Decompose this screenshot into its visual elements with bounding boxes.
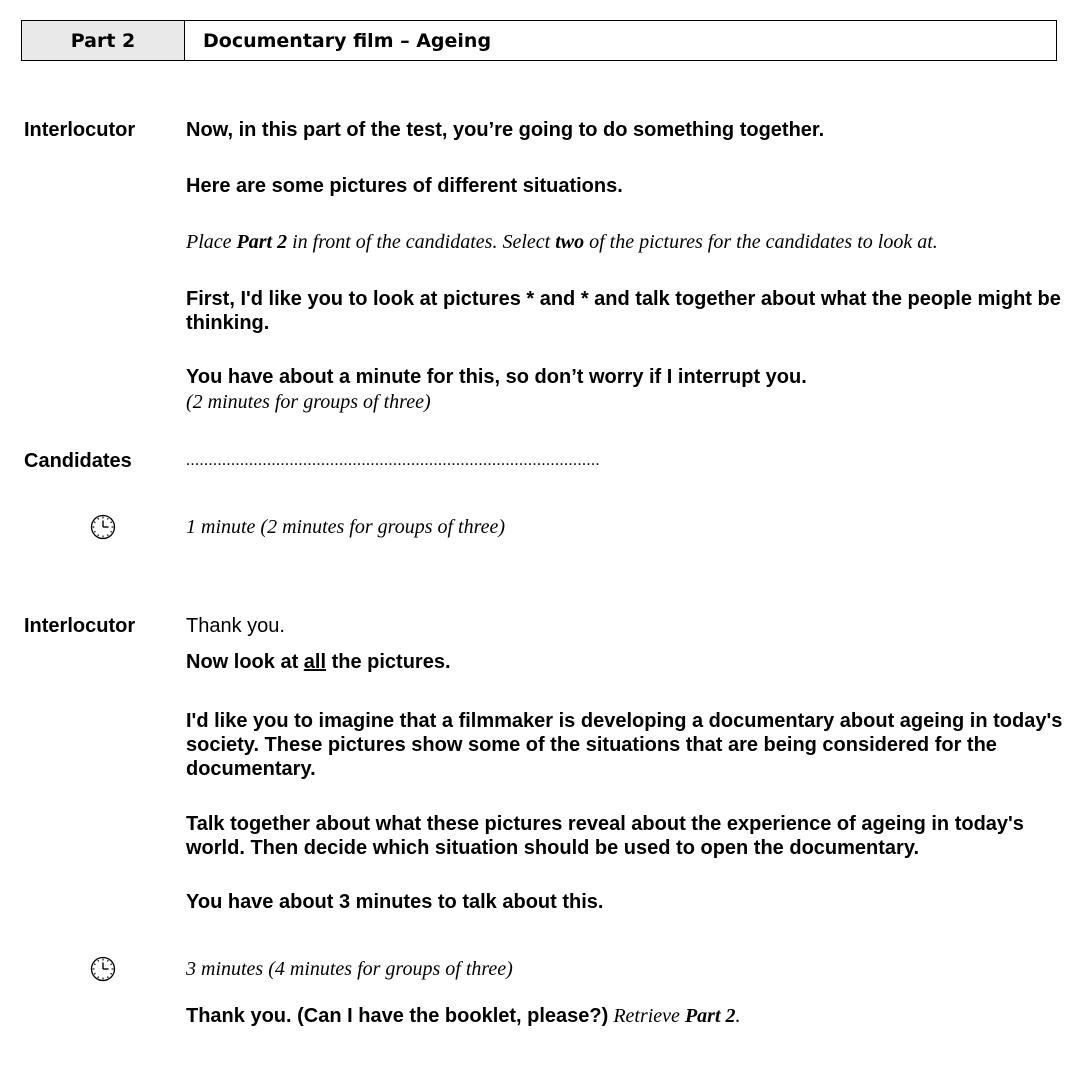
part-title: Documentary film – Ageing bbox=[203, 29, 492, 52]
timer-text-2: 3 minutes (4 minutes for groups of three) bbox=[186, 958, 513, 980]
instruction-place-part2: Place Part 2 in front of the candidates. Select two of the pictures for the candidates to look at. bbox=[186, 231, 938, 253]
prompt-look-at-pictures: First, I'd like you to look at pictures * and * and talk together about what the people might be thinking. bbox=[186, 288, 1061, 334]
prompt-talk-together: Talk together about what these pictures reveal about the experience of ageing in today's world. Then decide which situation should be used to open the documentary. bbox=[186, 813, 1024, 859]
note-groups-of-three: (2 minutes for groups of three) bbox=[186, 391, 431, 413]
prompt-minute: You have about a minute for this, so don’t worry if I interrupt you. bbox=[186, 366, 807, 388]
timer-text-1: 1 minute (2 minutes for groups of three) bbox=[186, 516, 506, 538]
part-label: Part 2 bbox=[22, 21, 185, 60]
clock-icon bbox=[90, 956, 116, 982]
part-header bbox=[21, 20, 1057, 61]
closing-line: Thank you. (Can I have the booklet, please?) Retrieve Part 2. bbox=[186, 1005, 741, 1027]
prompt-three-minutes: You have about 3 minutes to talk about this. bbox=[186, 891, 604, 913]
response-dotted-line: ............................................................................................ bbox=[186, 452, 600, 469]
clock-icon bbox=[90, 514, 116, 540]
prompt-together: Now, in this part of the test, you’re going to do something together. bbox=[186, 119, 825, 141]
prompt-imagine-filmmaker: I'd like you to imagine that a filmmaker is developing a documentary about ageing in today's society. These pictures show some of the situations that are being considered for the documentary. bbox=[186, 710, 1063, 780]
speaker-interlocutor-2: Interlocutor bbox=[24, 615, 136, 637]
speaker-interlocutor-1: Interlocutor bbox=[24, 119, 136, 141]
thank-you-text: Thank you. bbox=[186, 615, 285, 637]
speaker-candidates: Candidates bbox=[24, 450, 132, 472]
prompt-look-all: Now look at all the pictures. bbox=[186, 651, 451, 673]
prompt-pictures: Here are some pictures of different situations. bbox=[186, 175, 623, 197]
